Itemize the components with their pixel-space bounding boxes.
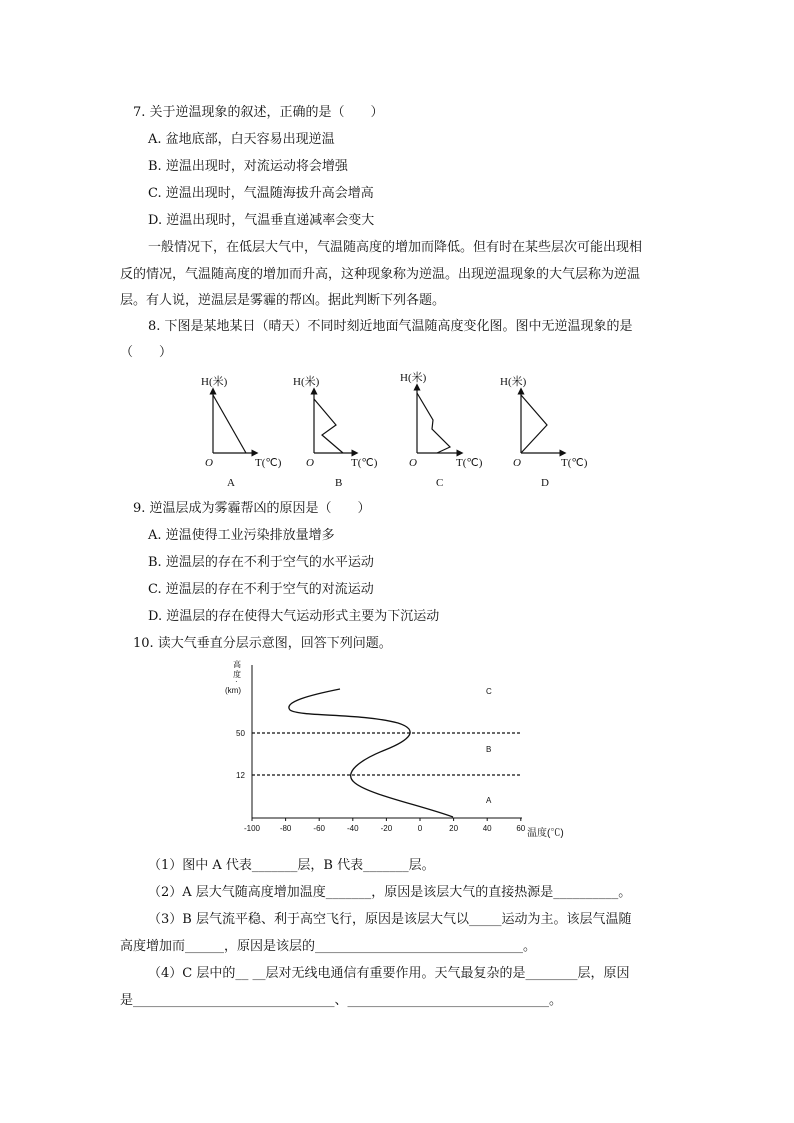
chart-yunit: (km) bbox=[225, 686, 241, 695]
q7-option-b: B. 逆温出现时，对流运动将会增强 bbox=[148, 159, 348, 174]
graph-c-curve bbox=[417, 393, 450, 453]
chart-ylabel-1: 高 bbox=[233, 660, 241, 669]
q9-option-b: B. 逆温层的存在不利于空气的水平运动 bbox=[148, 555, 374, 570]
graph-d-origin: O bbox=[513, 457, 521, 469]
graph-a-origin: O bbox=[205, 457, 213, 469]
q8-graphs bbox=[0, 365, 794, 495]
graph-c-origin: O bbox=[409, 457, 417, 469]
graph-a-curve bbox=[213, 395, 246, 453]
graph-b-ylabel: H(米) bbox=[293, 376, 320, 388]
temperature-curve bbox=[289, 689, 453, 817]
q8-stem: 8. 下图是某地某日（晴天）不同时刻近地面气温随高度变化图。图中无逆温现象的是 bbox=[148, 319, 633, 334]
graph-b-curve bbox=[314, 399, 343, 453]
xtick-label: 20 bbox=[449, 824, 459, 833]
graph-a-ylabel: H(米) bbox=[201, 376, 228, 388]
x-ticks bbox=[244, 818, 526, 833]
xtick-label: -40 bbox=[347, 824, 359, 833]
q9-option-d: D. 逆温层的存在使得大气运动形式主要为下沉运动 bbox=[148, 609, 440, 624]
graph-c-xlabel: T(℃) bbox=[456, 457, 483, 469]
xtick-label: -60 bbox=[313, 824, 325, 833]
layer-a-label: A bbox=[486, 796, 492, 805]
graph-a bbox=[201, 374, 282, 489]
graph-b-origin: O bbox=[306, 457, 314, 469]
xtick-label: -80 bbox=[279, 824, 292, 833]
graph-d-xlabel: T(℃) bbox=[561, 457, 588, 469]
atmosphere-layer-chart bbox=[0, 655, 794, 845]
passage-line-1: 一般情况下，在低层大气中，气温随高度的增加而降低。但有时在某些层次可能出现相 bbox=[148, 240, 643, 255]
layer-b-label: B bbox=[486, 745, 492, 754]
graph-a-xlabel: T(℃) bbox=[255, 457, 282, 469]
chart-ylabel-2: 度 bbox=[233, 670, 241, 679]
chart-ylabel-dot: · bbox=[235, 677, 238, 686]
graph-d-ylabel: H(米) bbox=[500, 376, 527, 388]
ytick-12: 12 bbox=[236, 771, 245, 780]
q9-stem: 9. 逆温层成为雾霾帮凶的原因是（ ） bbox=[133, 501, 371, 516]
q7-option-a: A. 盆地底部，白天容易出现逆温 bbox=[148, 132, 335, 147]
q10-blank-2: （2）A 层大气随高度增加温度_______，原因是该层大气的直接热源是__________。 bbox=[148, 885, 632, 900]
q7-option-d: D. 逆温出现时，气温垂直递减率会变大 bbox=[148, 213, 375, 228]
q7-option-c: C. 逆温出现时，气温随海拔升高会增高 bbox=[148, 186, 374, 201]
xtick-label: 60 bbox=[516, 824, 526, 833]
q10-blank-3b: 高度增加而______，原因是该层的________________________________。 bbox=[120, 939, 537, 954]
xtick-label: -20 bbox=[380, 824, 393, 833]
q9-option-a: A. 逆温使得工业污染排放量增多 bbox=[148, 528, 335, 543]
q9-option-c: C. 逆温层的存在不利于空气的对流运动 bbox=[148, 582, 374, 597]
q8-stem-bracket: （ ） bbox=[120, 345, 173, 360]
graph-c-letter: C bbox=[436, 477, 444, 489]
q10-blank-3a: （3）B 层气流平稳、利于高空飞行，原因是该层大气以_____运动为主。该层气温随 bbox=[148, 912, 632, 927]
graph-d-curve bbox=[521, 395, 547, 453]
graph-d-letter: D bbox=[541, 477, 549, 489]
q10-blank-4a: （4）C 层中的__ __层对无线电通信有重要作用。天气最复杂的是________层，原因 bbox=[148, 966, 630, 981]
graph-b bbox=[293, 374, 378, 489]
q7-stem: 7. 关于逆温现象的叙述，正确的是（ ） bbox=[133, 105, 384, 120]
graph-b-xlabel: T(℃) bbox=[351, 457, 378, 469]
xtick-label: 40 bbox=[482, 824, 492, 833]
xtick-label: -100 bbox=[243, 824, 261, 833]
graph-d bbox=[500, 374, 588, 489]
layer-c-label: C bbox=[486, 687, 492, 696]
passage-line-3: 层。有人说，逆温层是雾霾的帮凶。据此判断下列各题。 bbox=[120, 293, 446, 308]
graph-c-ylabel: H(米) bbox=[400, 372, 427, 384]
chart-xlabel: 温度(℃) bbox=[527, 828, 564, 839]
ytick-50: 50 bbox=[236, 729, 245, 738]
q10-blank-4b: 是_______________________________、_______________________________。 bbox=[120, 993, 562, 1008]
q10-stem: 10. 读大气垂直分层示意图，回答下列问题。 bbox=[133, 636, 392, 651]
graph-a-letter: A bbox=[227, 477, 235, 489]
passage-line-2: 反的情况，气温随高度的增加而升高，这种现象称为逆温。出现逆温现象的大气层称为逆温 bbox=[120, 267, 641, 282]
q10-blank-1: （1）图中 A 代表_______层，B 代表_______层。 bbox=[148, 858, 435, 873]
graph-c bbox=[400, 370, 483, 489]
xtick-label: 0 bbox=[417, 824, 423, 833]
graph-b-letter: B bbox=[335, 477, 343, 489]
